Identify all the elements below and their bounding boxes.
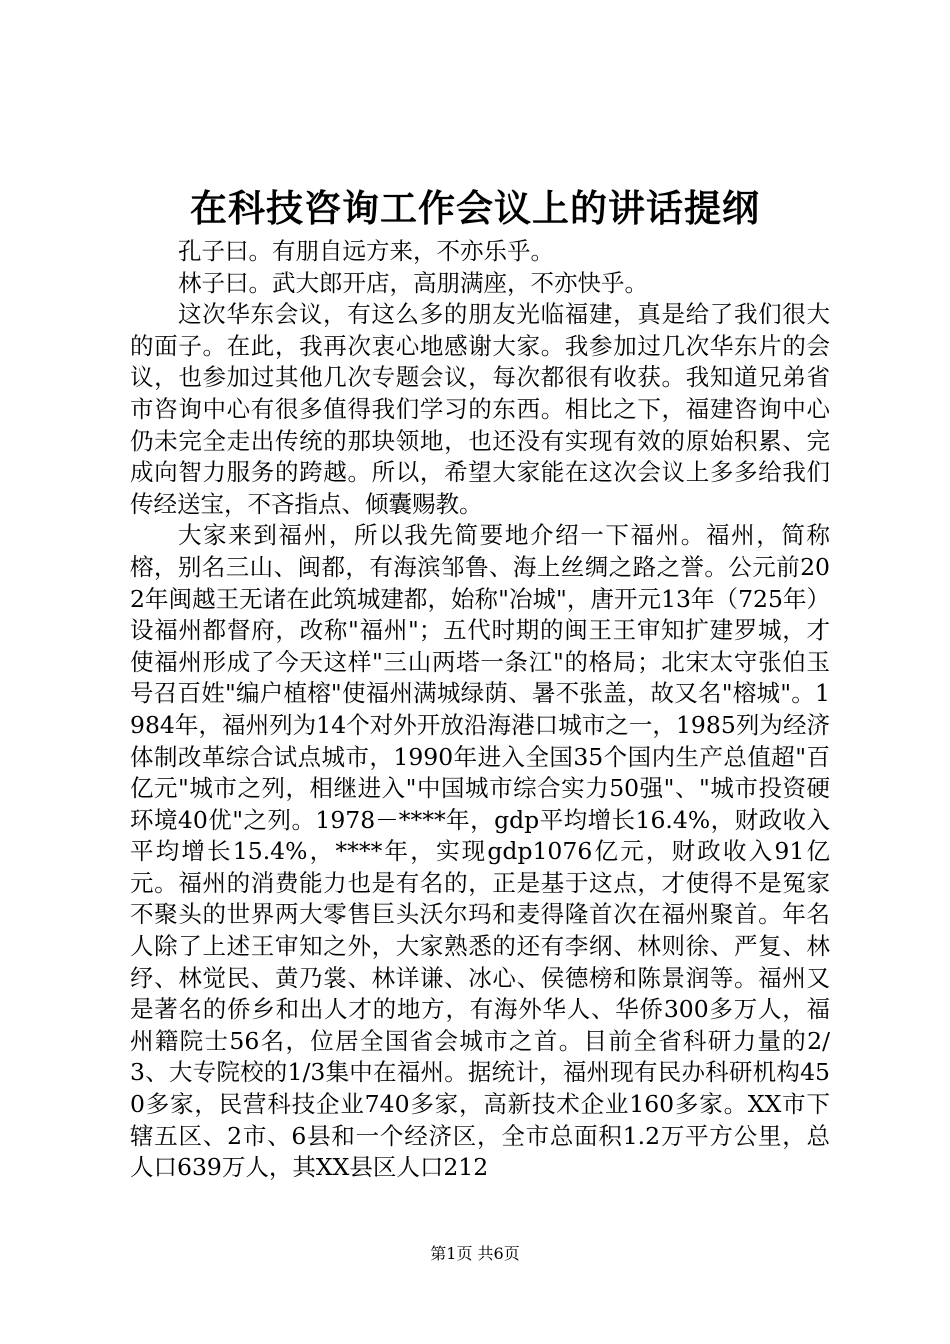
document-body <box>130 236 830 1184</box>
paragraph-2: 林子曰。武大郎开店，高朋满座，不亦快乎。 <box>178 268 648 297</box>
paragraph-4: 大家来到福州，所以我先简要地介绍一下福州。福州，简称榕，别名三山、闽都，有海滨邹鲁、海上丝绸之路之誉。公元前202年闽越王无诸在此筑城建都，始称"冶城"，唐开元13年（725年）设福州都督府，改称"福州"；五代时期的闽王王审知扩建罗城，才使福州形成了今天这样"三山两塔一条江"的格局；北宋太守张伯玉号召百姓"编户植榕"使福州满城绿荫、暑不张盖，故又名"榕城"。1984年，福州列为14个对外开放沿海港口城市之一，1985列为经济体制改革综合试点城市，1990年进入全国35个国内生产总值超"百亿元"城市之列，相继进入"中国城市综合实力50强"、"城市投资硬环境40优"之列。1978－****年，gdp平均增长16.4%，财政收入平均增长15.4%，****年，实现gdp1076亿元，财政收入91亿元。福州的消费能力也是有名的，正是基于这点，才使得不是冤家不聚头的世界两大零售巨头沃尔玛和麦得隆首次在福州聚首。年名人除了上述王审知之外，大家熟悉的还有李纲、林则徐、严复、林纾、林觉民、黄乃裳、林详谦、冰心、侯德榜和陈景润等。福州又是著名的侨乡和出人才的地方，有海外华人、华侨300多万人，福州籍院士56名，位居全国省会城市之首。目前全省科研力量的2/3、大专院校的1/3集中在福州。据统计，福州现有民办科研机构450多家，民营科技企业740多家，高新技术企业160多家。XX市下辖五区、2市、6县和一个经济区，全市总面积1.2万平方公里，总人口639万人，其XX县区人口212 <box>130 521 830 1182</box>
paragraph-1: 孔子曰。有朋自远方来，不亦乐乎。 <box>178 237 554 265</box>
document-title: 在科技咨询工作会议上的讲话提纲 <box>190 186 760 230</box>
paragraph-3: 这次华东会议，有这么多的朋友光临福建，真是给了我们很大的面子。在此，我再次衷心地感谢大家。我参加过几次华东片的会议，也参加过其他几次专题会议，每次都很有收获。我知道兄弟省市咨询中心有很多值得我们学习的东西。相比之下，福建咨询中心仍未完全走出传统的那块领地，也还没有实现有效的原始积累、完成向智力服务的跨越。所以，希望大家能在这次会议上多多给我们传经送宝，不吝指点、倾囊赐教。 <box>130 300 830 518</box>
page-footer: 第1页 共6页 <box>430 1244 520 1263</box>
